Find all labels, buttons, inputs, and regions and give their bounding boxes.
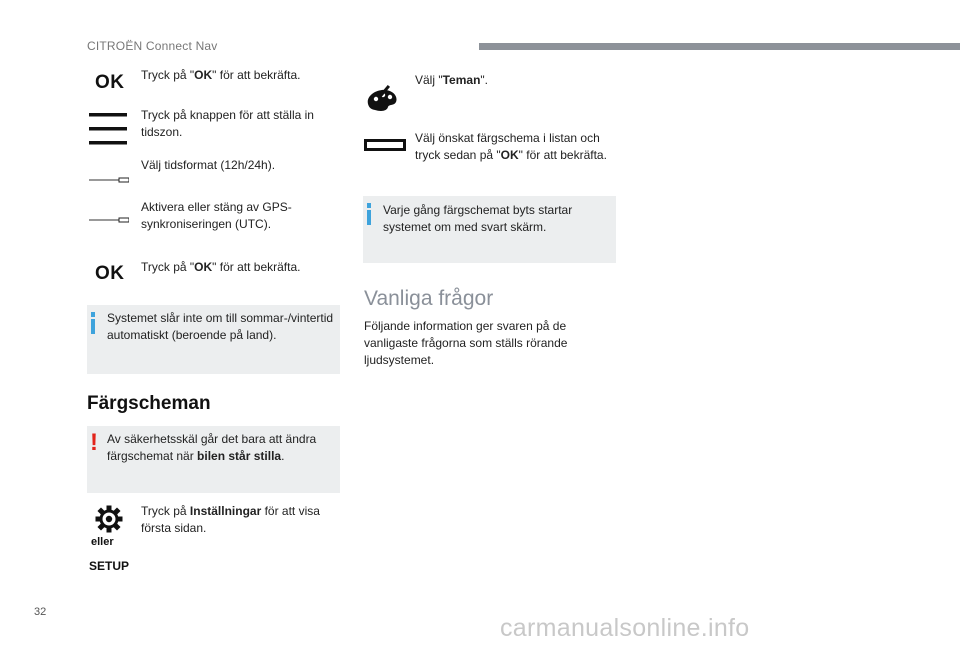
step-text: Tryck på "	[141, 68, 195, 82]
info-icon	[91, 312, 95, 317]
list-button-icon	[364, 138, 406, 150]
page-number: 32	[34, 606, 47, 618]
step-text: Tryck på knappen för att ställa in	[141, 108, 314, 122]
step-gps-sync	[141, 199, 292, 233]
warning-bold: bilen står stilla	[197, 449, 282, 463]
step-timeformat: Välj tidsformat (12h/24h).	[141, 158, 276, 172]
step-select-themes	[415, 72, 488, 89]
step-bold: OK	[194, 68, 213, 82]
step-bold: OK	[500, 148, 519, 162]
warning-text-part: färgschemat när	[107, 449, 198, 463]
header-title: CITROËN Connect Nav	[87, 39, 218, 53]
warning-line	[107, 448, 316, 465]
ok-icon: OK	[95, 263, 125, 284]
info-box-restart	[363, 196, 616, 263]
step-line: Välj önskat färgschema i listan och	[415, 131, 600, 145]
paragraph-line: ljudsystemet.	[364, 353, 435, 367]
settings-gear-icon	[95, 505, 123, 533]
info-icon-bar	[367, 210, 371, 225]
step-line	[141, 503, 320, 520]
warning-text	[107, 431, 316, 465]
warning-line: Av säkerhetsskäl går det bara att ändra	[107, 432, 317, 446]
step-line: första sidan.	[141, 521, 207, 535]
step-text: tidszon.	[141, 125, 183, 139]
step-ok-confirm-2	[141, 259, 300, 276]
paragraph-line: vanligaste frågorna som ställs rörande	[364, 336, 568, 350]
selector-line-icon	[89, 170, 129, 176]
info-box-dst	[87, 305, 340, 374]
list-button-svg	[364, 139, 406, 151]
info-icon	[367, 203, 371, 208]
step-text: " för att bekräfta.	[212, 260, 301, 274]
info-line: Varje gång färgschemat byts startar	[383, 203, 573, 217]
ok-icon: OK	[95, 72, 125, 93]
step-bold: Inställningar	[189, 504, 262, 518]
info-icon-bar	[91, 319, 95, 334]
selector-line-svg	[89, 217, 129, 223]
step-bold: OK	[194, 260, 213, 274]
step-text: Tryck på	[141, 504, 190, 518]
info-text	[383, 202, 572, 236]
step-text: " för att bekräfta.	[518, 148, 607, 162]
selector-line-svg	[89, 177, 129, 183]
selector-line-icon	[89, 210, 129, 216]
watermark: carmanualsonline.info	[500, 614, 750, 642]
menu-icon-svg	[89, 113, 127, 145]
step-text: Tryck på "	[141, 260, 195, 274]
paragraph-line: Följande information ger svaren på de	[364, 319, 567, 333]
step-text: för att visa	[261, 504, 320, 518]
step-text: Aktivera eller stäng av GPS-	[141, 200, 292, 214]
step-line	[415, 147, 607, 164]
palette-icon	[364, 84, 402, 112]
info-line: systemet om med svart skärm.	[383, 220, 547, 234]
step-bold: Teman	[442, 73, 481, 87]
warning-text-part: .	[281, 449, 285, 463]
settings-gear-svg	[95, 505, 123, 533]
step-text: tryck sedan på "	[415, 148, 501, 162]
step-text: ".	[480, 73, 488, 87]
step-text: " för att bekräfta.	[212, 68, 301, 82]
setup-label: SETUP	[89, 559, 130, 573]
info-text	[107, 310, 333, 344]
menu-icon	[89, 113, 127, 145]
warning-box	[87, 426, 340, 493]
step-text: Välj "	[415, 73, 443, 87]
step-select-scheme	[415, 130, 607, 164]
step-text: synkroniseringen (UTC).	[141, 217, 272, 231]
section-title-color-schemes: Färgscheman	[87, 393, 211, 414]
step-settings	[141, 503, 320, 537]
palette-svg	[364, 84, 402, 112]
step-ok-confirm-1	[141, 67, 300, 84]
warning-icon: !	[90, 429, 98, 456]
faq-intro-paragraph	[364, 318, 567, 369]
info-line: automatiskt (beroende på land).	[107, 328, 277, 342]
header-bar	[479, 43, 960, 50]
section-title-faq: Vanliga frågor	[364, 287, 494, 310]
info-line: Systemet slår inte om till sommar-/vintertid	[107, 311, 334, 325]
step-timezone	[141, 107, 314, 141]
eller-label: eller	[91, 536, 114, 548]
